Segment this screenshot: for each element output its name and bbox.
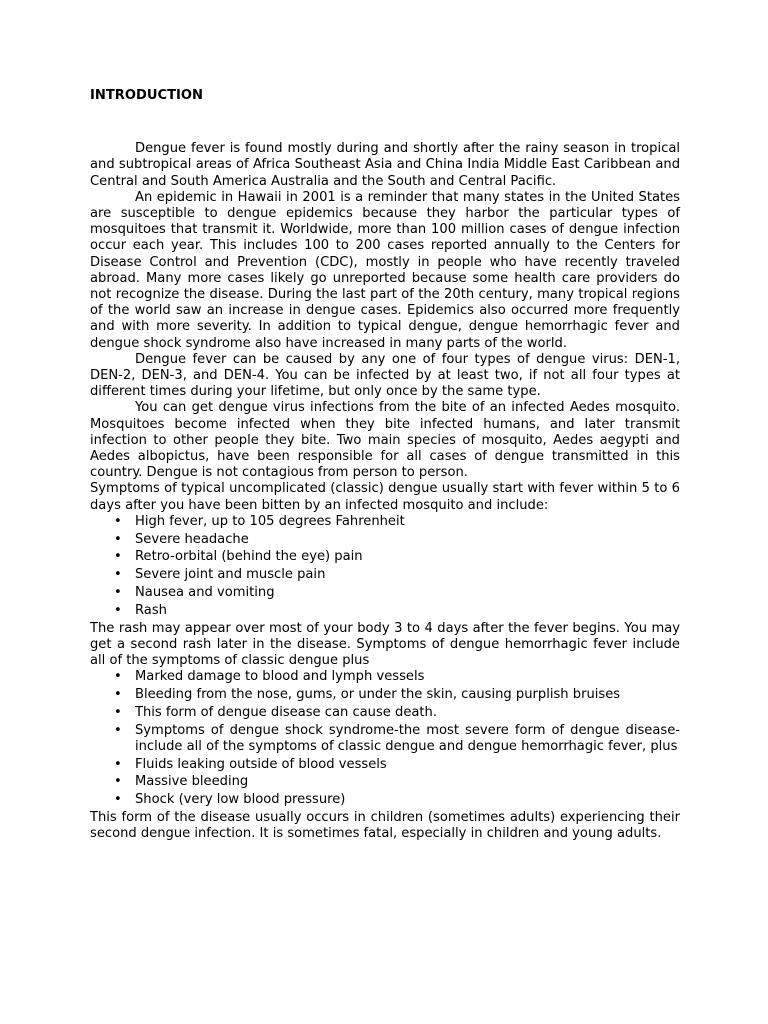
bullet-icon: •: [114, 669, 122, 685]
list-item-text: High fever, up to 105 degrees Fahrenheit: [135, 513, 405, 529]
list-item: [90, 669, 680, 685]
bullet-icon: •: [114, 722, 122, 738]
list-item-text: Severe headache: [135, 531, 249, 547]
paragraph-distribution: Dengue fever is found mostly during and shortly after the rainy season in tropical and subtropical areas of Africa Southeast Asia and China India Middle East Caribbean and Central and South America Australia and the South and Central Pacific.: [90, 141, 680, 189]
paragraph-transmission: You can get dengue virus infections from the bite of an infected Aedes mosquito. Mosquitoes become infected when they bite infected humans, and later transmit infection to other people they bite. Two main species of mosquito, Aedes aegypti and Aedes albopictus, have been responsible for all cases of dengue transmitted in this country. Dengue is not contagious from person to person.: [90, 400, 680, 481]
bullet-icon: •: [114, 792, 122, 808]
list-item-text: Fluids leaking outside of blood vessels: [135, 756, 387, 772]
paragraph-virus-types: Dengue fever can be caused by any one of four types of dengue virus: DEN-1, DEN-2, DEN-3, and DEN-4. You can be infected by at least two, if not all four types at different times during your lifetime, but only once by the same type.: [90, 351, 680, 400]
list-item: [90, 567, 680, 583]
list-item-text: Retro-orbital (behind the eye) pain: [135, 549, 363, 565]
list-item: [90, 687, 680, 703]
paragraph-symptoms-intro: Symptoms of typical uncomplicated (classic) dengue usually start with fever within 5 to 6 days after you have been bitten by an infected mosquito and include:: [90, 481, 680, 513]
list-item-text: Marked damage to blood and lymph vessels: [135, 669, 425, 685]
paragraph-closing: This form of the disease usually occurs in children (sometimes adults) experiencing their second dengue infection. It is sometimes fatal, especially in children and young adults.: [90, 810, 680, 842]
list-item: [90, 532, 680, 548]
bullet-icon: •: [114, 513, 122, 529]
list-item: [90, 585, 680, 601]
bullet-icon: •: [114, 585, 122, 601]
paragraph-rash: The rash may appear over most of your body 3 to 4 days after the fever begins. You may get a second rash later in the disease. Symptoms of dengue hemorrhagic fever include all of the symptoms of classic dengue plus: [90, 620, 680, 669]
list-item-text: Shock (very low blood pressure): [135, 792, 346, 808]
list-item-text: Nausea and vomiting: [135, 585, 275, 601]
paragraph-hawaii-epidemic: An epidemic in Hawaii in 2001 is a reminder that many states in the United States are susceptible to dengue epidemics because they harbor the particular types of mosquitoes that transmit it. Worldwide, more than 100 million cases of dengue infection occur each year. This includes 100 to 200 cases reported annually to the Centers for Disease Control and Prevention (CDC), mostly in people who have recently traveled abroad. Many more cases likely go unreported because some health care providers do not recognize the disease. During the last part of the 20th century, many tropical regions of the world saw an increase in dengue cases. Epidemics also occurred more frequently and with more severity. In addition to typical dengue, dengue hemorrhagic fever and dengue shock syndrome also have increased in many parts of the world.: [90, 189, 680, 351]
hemorrhagic-symptoms-list: [90, 669, 680, 808]
bullet-icon: •: [114, 704, 122, 720]
section-heading: INTRODUCTION: [90, 88, 203, 103]
list-item: [90, 792, 680, 808]
list-item-text: Massive bleeding: [135, 774, 249, 790]
classic-symptoms-list: [90, 514, 680, 619]
bullet-icon: •: [114, 567, 122, 583]
list-item: [90, 723, 680, 755]
list-item-text: Symptoms of dengue shock syndrome-the most severe form of dengue disease-include all of the symptoms of classic dengue and dengue hemorrhagic fever, plus: [135, 722, 680, 754]
bullet-icon: •: [114, 687, 122, 703]
list-item: [90, 549, 680, 565]
list-item: [90, 514, 680, 530]
bullet-icon: •: [114, 549, 122, 565]
bullet-icon: •: [114, 756, 122, 772]
list-item: [90, 757, 680, 773]
list-item-text: Rash: [135, 602, 167, 618]
list-item: [90, 774, 680, 790]
bullet-icon: •: [114, 531, 122, 547]
bullet-icon: •: [114, 602, 122, 618]
list-item-text: Severe joint and muscle pain: [135, 567, 326, 583]
list-item-text: Bleeding from the nose, gums, or under the skin, causing purplish bruises: [135, 687, 621, 703]
list-item-text: This form of dengue disease can cause death.: [135, 704, 438, 720]
bullet-icon: •: [114, 774, 122, 790]
list-item: [90, 603, 680, 619]
list-item: [90, 705, 680, 721]
